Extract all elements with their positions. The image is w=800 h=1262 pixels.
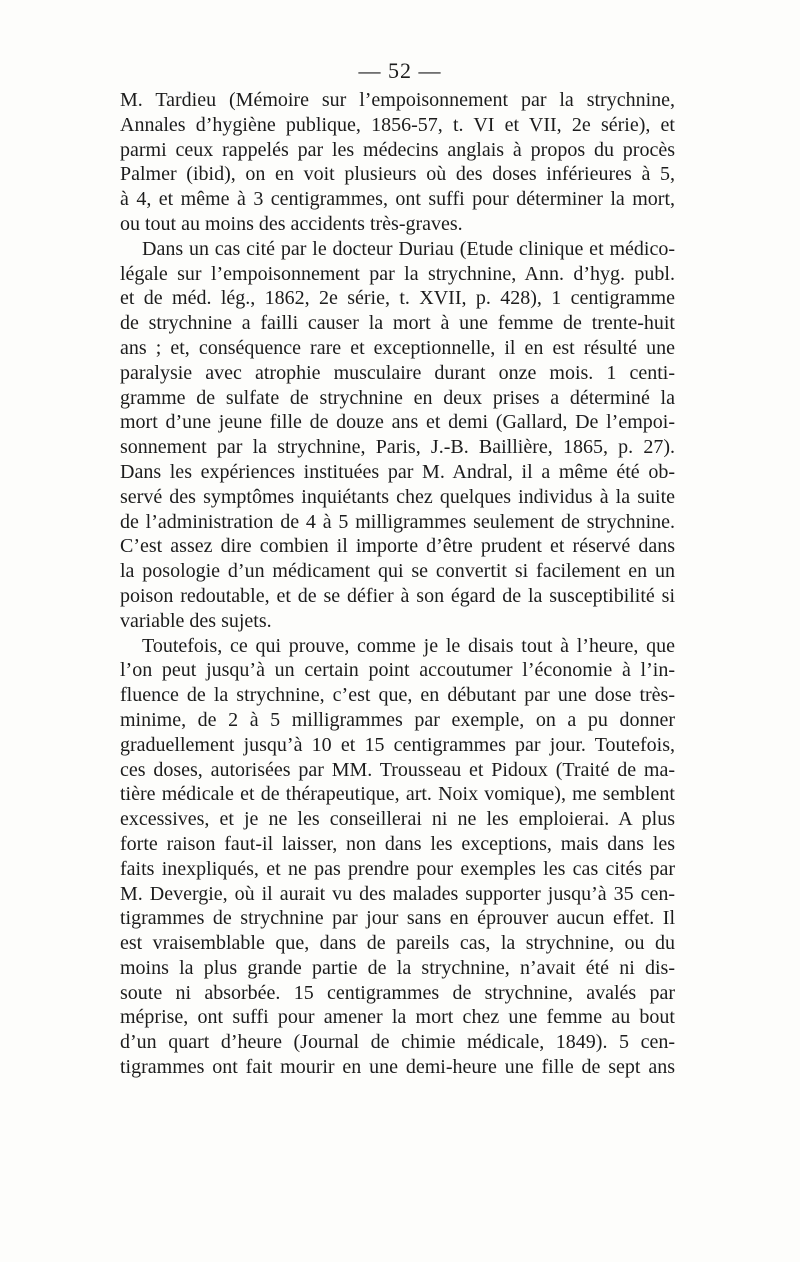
text-line: soute ni absorbée. 15 centigrammes de strychnine, avalés par xyxy=(120,981,675,1004)
text-line: fluence de la strychnine, c’est que, en débutant par une dose très- xyxy=(120,684,675,707)
text-line: Annales d’hygiène publique, 1856-57, t. VI et VII, 2e série), et xyxy=(120,113,675,136)
text-line: à 4, et même à 3 centigrammes, ont suffi pour déterminer la mort, xyxy=(120,188,675,211)
page-number: — 52 — xyxy=(358,58,442,83)
text-line: tigrammes de strychnine par jour sans en éprouver aucun effet. Il xyxy=(120,907,675,930)
text-line: gramme de sulfate de strychnine en deux prises a déterminé la xyxy=(120,386,675,409)
text-line: Dans les expériences instituées par M. Andral, il a même été ob- xyxy=(120,460,675,483)
text-line: moins la plus grande partie de la strychnine, n’avait été ni dis- xyxy=(120,956,675,979)
text-line: est vraisemblable que, dans de pareils cas, la strychnine, ou du xyxy=(120,932,675,955)
text-line: variable des sujets. xyxy=(120,609,272,632)
text-line: minime, de 2 à 5 milligrammes par exemple, on a pu donner xyxy=(120,708,675,731)
text-line: forte raison faut-il laisser, non dans les exceptions, mais dans les xyxy=(120,832,675,855)
text-line: excessives, et je ne les conseillerai ni ne les emploierai. A plus xyxy=(120,808,675,831)
text-line: tière médicale et de thérapeutique, art. Noix vomique), me semblent xyxy=(120,783,675,806)
text-line: graduellement jusqu’à 10 et 15 centigrammes par jour. Toutefois, xyxy=(120,733,675,756)
text-line: ces doses, autorisées par MM. Trousseau et Pidoux (Traité de ma- xyxy=(120,758,675,781)
text-line: Dans un cas cité par le docteur Duriau (Etude clinique et médico- xyxy=(142,237,675,260)
text-line: C’est assez dire combien il importe d’être prudent et réservé dans xyxy=(120,535,675,558)
text-line: mort d’une jeune fille de douze ans et demi (Gallard, De l’empoi- xyxy=(120,411,675,434)
text-line: méprise, ont suffi pour amener la mort chez une femme au bout xyxy=(120,1006,675,1029)
text-line: tigrammes ont fait mourir en une demi-heure une fille de sept ans xyxy=(120,1056,675,1079)
text-line: M. Devergie, où il aurait vu des malades supporter jusqu’à 35 cen- xyxy=(120,882,675,905)
body-text xyxy=(120,88,675,1080)
text-line: Toutefois, ce qui prouve, comme je le disais tout à l’heure, que xyxy=(142,634,675,657)
text-line: légale sur l’empoisonnement par la strychnine, Ann. d’hyg. publ. xyxy=(120,262,675,285)
text-line: faits inexpliqués, et ne pas prendre pour exemples les cas cités par xyxy=(120,857,675,880)
text-line: de strychnine a failli causer la mort à une femme de trente-huit xyxy=(120,312,675,335)
text-line: parmi ceux rappelés par les médecins anglais à propos du procès xyxy=(120,138,675,161)
text-line: ou tout au moins des accidents très-graves. xyxy=(120,212,463,235)
text-line: ans ; et, conséquence rare et exceptionnelle, il en est résulté une xyxy=(120,336,675,359)
text-line: et de méd. lég., 1862, 2e série, t. XVII, p. 428), 1 centigramme xyxy=(120,287,675,310)
text-line: paralysie avec atrophie musculaire durant onze mois. 1 centi- xyxy=(120,361,675,384)
text-line: d’un quart d’heure (Journal de chimie médicale, 1849). 5 cen- xyxy=(120,1031,675,1054)
text-line: Palmer (ibid), on en voit plusieurs où des doses inférieures à 5, xyxy=(120,163,675,186)
text-line: de l’administration de 4 à 5 milligrammes seulement de strychnine. xyxy=(120,510,675,533)
text-line: servé des symptômes inquiétants chez quelques individus à la suite xyxy=(120,485,675,508)
text-line: poison redoutable, et de se défier à son égard de la susceptibilité si xyxy=(120,584,675,607)
text-line: M. Tardieu (Mémoire sur l’empoisonnement par la strychnine, xyxy=(120,89,675,111)
text-line: sonnement par la strychnine, Paris, J.-B. Baillière, 1865, p. 27). xyxy=(120,436,675,459)
text-line: l’on peut jusqu’à un certain point accoutumer l’économie à l’in- xyxy=(120,659,675,682)
text-line: la posologie d’un médicament qui se convertit si facilement en un xyxy=(120,560,675,583)
